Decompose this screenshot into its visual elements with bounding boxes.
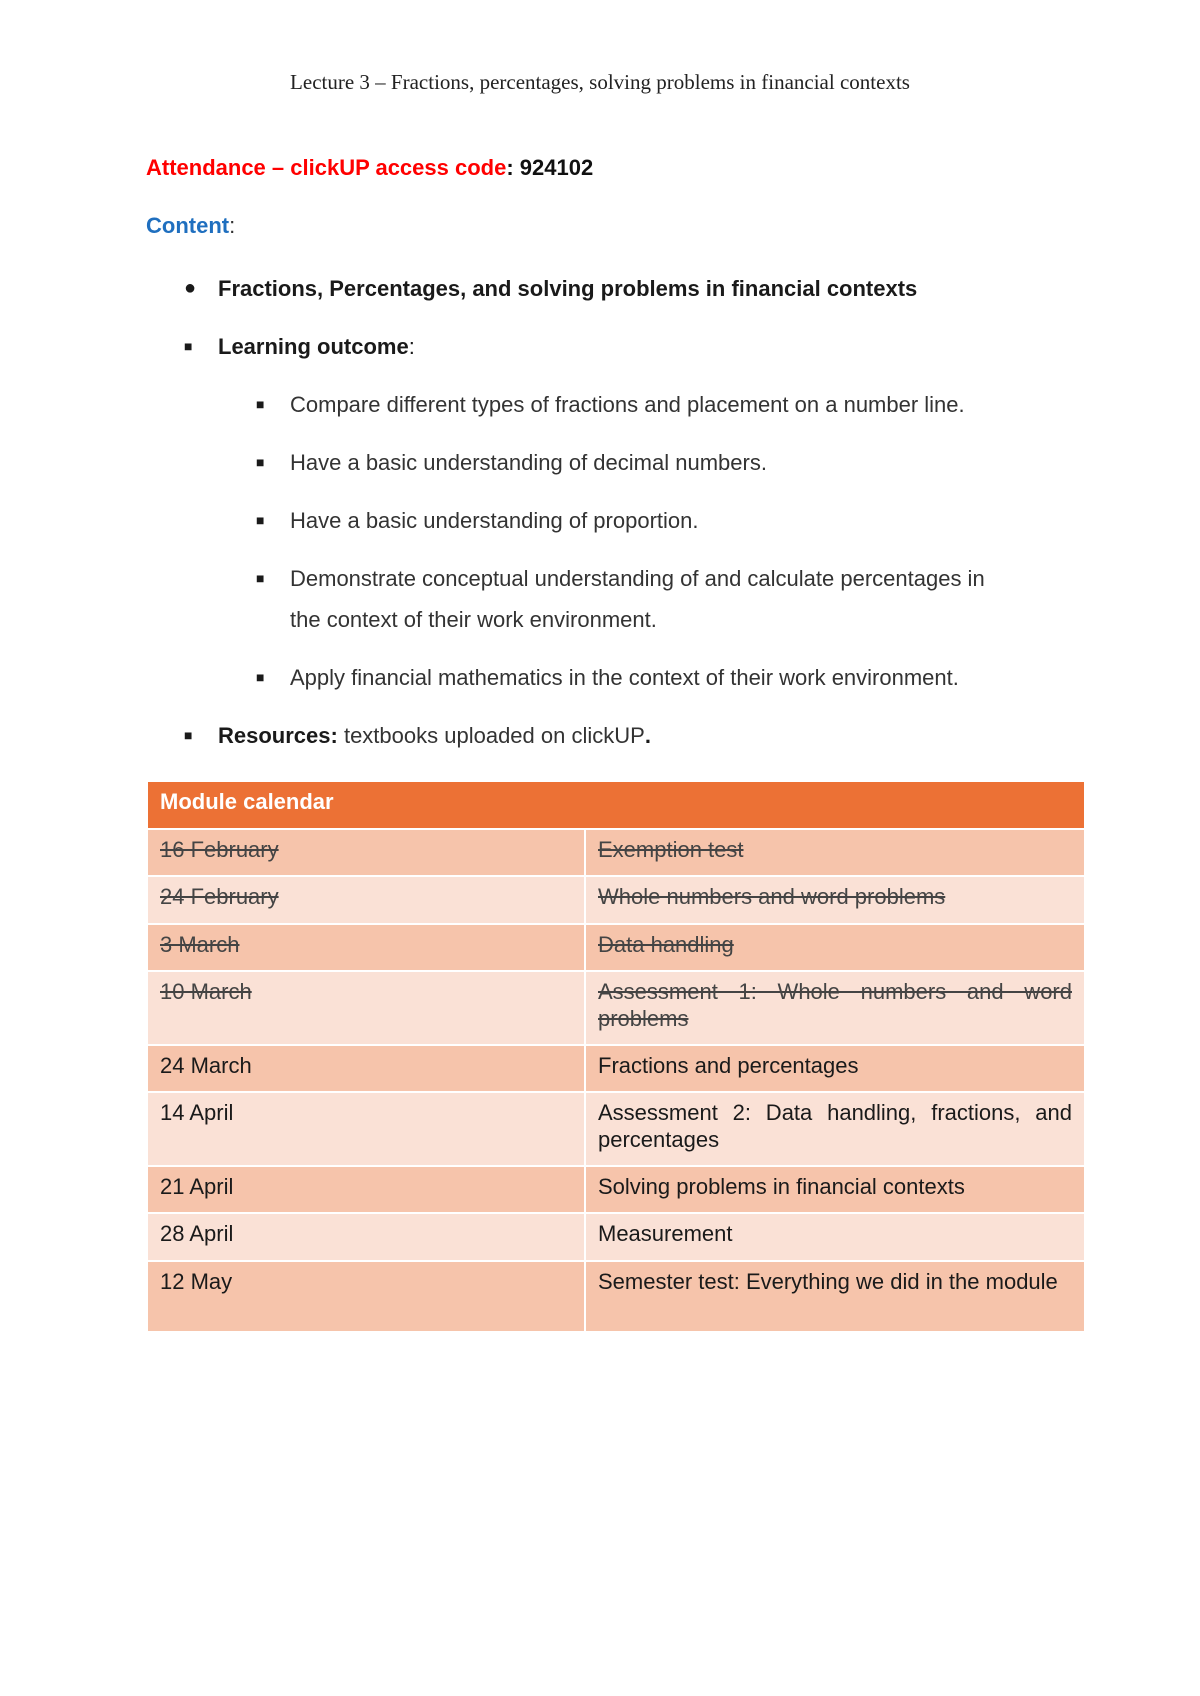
content-heading-colon: : [229,213,236,238]
square-bullet-icon: ■ [256,454,265,470]
row-topic: Whole numbers and word problems [598,884,946,909]
square-bullet-icon: ■ [184,727,193,743]
row-date: 16 February [160,837,279,862]
learning-outcome-label: Learning outcome [218,334,409,359]
row-topic: Semester test: Everything we did in the module [598,1269,1058,1294]
outcome-item: Apply financial mathematics in the context of their work environment. [290,665,959,690]
row-topic: Measurement [598,1221,733,1246]
table-row [147,1166,1085,1213]
row-topic: Assessment 2: Data handling, fractions, and percentages [598,1100,1072,1152]
topic-text: Fractions, Percentages, and solving problems in financial contexts [218,276,918,301]
square-bullet-icon: ■ [256,669,265,685]
round-bullet-icon: ● [184,277,197,299]
resources-label: Resources: [218,723,338,748]
calendar-title: Module calendar [147,781,1085,829]
table-row [147,1213,1085,1261]
row-date: 24 February [160,884,279,909]
row-date: 10 March [160,979,252,1004]
content-heading-label: Content [146,213,230,238]
row-topic: Assessment 1: Whole numbers and word problems [598,979,1072,1031]
table-row [147,1261,1085,1332]
attendance-line [146,155,593,181]
square-bullet-icon: ■ [256,396,265,412]
resources-period: . [644,723,651,748]
row-topic: Solving problems in financial contexts [598,1174,965,1199]
row-date: 14 April [160,1100,234,1125]
row-topic: Exemption test [598,837,744,862]
table-row [147,1092,1085,1166]
square-bullet-icon: ■ [256,512,265,528]
row-topic: Data handling [598,932,734,957]
calendar-header-row [147,781,1085,829]
resources-text: textbooks uploaded on clickUP [337,723,645,748]
resources-item [218,715,651,756]
content-heading [146,213,235,239]
table-row [147,829,1085,876]
learning-outcome-item [218,326,415,367]
square-bullet-icon: ■ [184,338,193,354]
attendance-label: Attendance – clickUP access code [146,155,507,180]
row-topic: Fractions and percentages [598,1053,859,1078]
table-row [147,971,1085,1045]
attendance-colon: : [506,155,514,180]
topic-item [218,268,917,309]
learning-outcome-colon: : [408,334,415,359]
row-date: 24 March [160,1053,252,1078]
access-code: 924102 [519,155,594,180]
table-row [147,1045,1085,1092]
square-bullet-icon: ■ [256,570,265,586]
row-date: 28 April [160,1221,234,1246]
row-date: 21 April [160,1174,234,1199]
outcome-item: Have a basic understanding of proportion. [290,508,699,533]
outcome-item: Demonstrate conceptual understanding of and calculate percentages in [290,566,985,591]
table-row [147,876,1085,924]
page-header: Lecture 3 – Fractions, percentages, solving problems in financial contexts [290,70,910,94]
table-row [147,924,1085,971]
module-calendar-table [146,780,1086,1333]
row-date: 3 March [160,932,240,957]
outcome-item-continued: the context of their work environment. [290,607,657,632]
row-date: 12 May [160,1269,233,1294]
outcome-item: Have a basic understanding of decimal numbers. [290,450,767,475]
outcome-item: Compare different types of fractions and placement on a number line. [290,392,965,417]
